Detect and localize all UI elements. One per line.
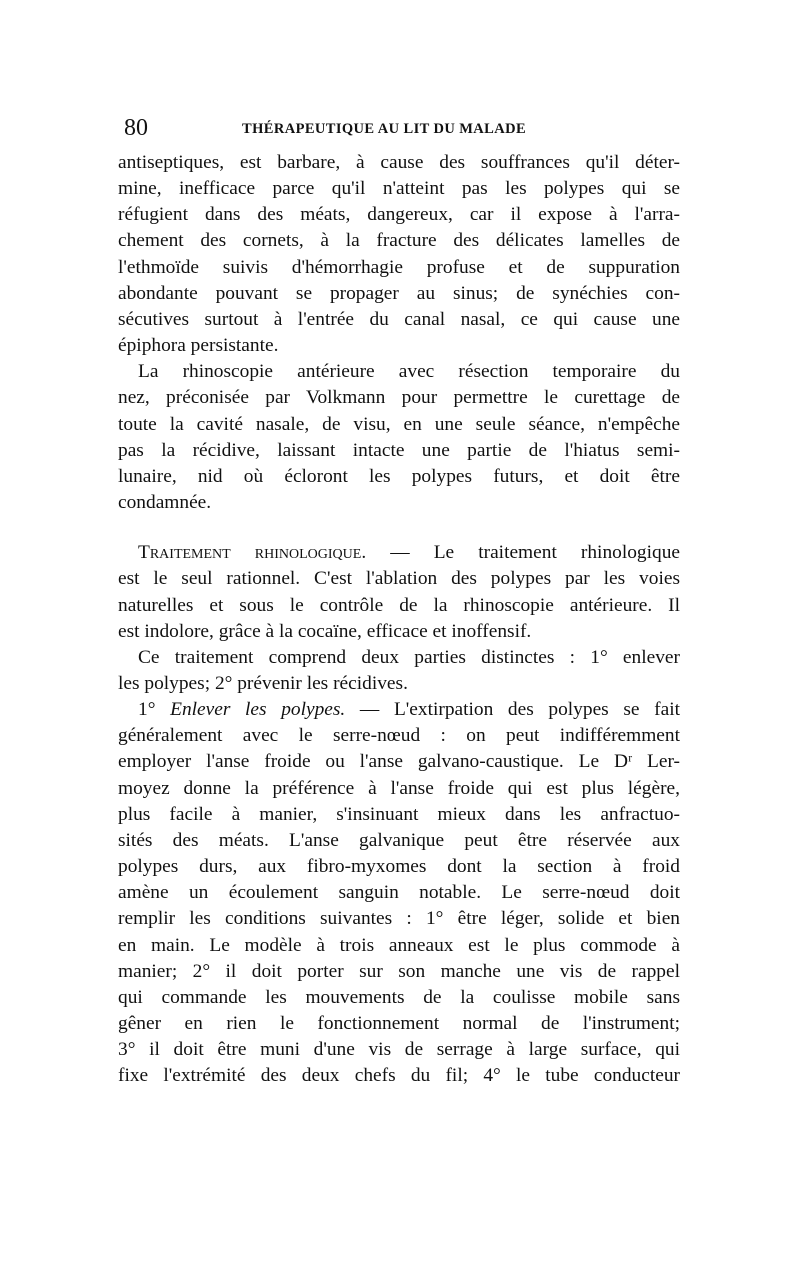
text-line: sités des méats. L'anse galvanique peut être réservée aux — [118, 829, 680, 851]
text-line: remplir les conditions suivantes : 1° être léger, solide et bien — [118, 908, 680, 930]
text-line: polypes durs, aux fibro-myxomes dont la section à froid — [118, 856, 680, 878]
body-text — [118, 150, 680, 1089]
text-line — [118, 697, 680, 723]
text-line: fixe l'extrémité des deux chefs du fil; 4° le tube conducteur — [118, 1065, 680, 1087]
text-line: généralement avec le serre-nœud : on peut indifféremment — [118, 725, 680, 747]
text-span: — Le traitement rhinologique — [366, 542, 680, 564]
text-line: sécutives surtout à l'entrée du canal nasal, ce qui cause une — [118, 308, 680, 330]
text-line: épiphora persistante. — [118, 335, 279, 357]
text-line: gêner en rien le fonctionnement normal de l'instrument; — [118, 1013, 680, 1034]
text-line: toute la cavité nasale, de visu, en une seule séance, n'empêche — [118, 413, 680, 435]
text-line: employer l'anse froide ou l'anse galvano-caustique. Le Dʳ Ler- — [118, 751, 680, 773]
text-line: antiseptiques, est barbare, à cause des souffrances qu'il déter- — [118, 152, 680, 173]
text-line: chement des cornets, à la fracture des délicates lamelles de — [118, 230, 680, 252]
text-line: réfugient dans des méats, dangereux, car il expose à l'arra- — [118, 204, 680, 226]
text-line: condamnée. — [118, 492, 212, 514]
text-line: les polypes; 2° prévenir les récidives. — [118, 672, 408, 694]
text-line: Ce traitement comprend deux parties distinctes : 1° enlever — [138, 646, 680, 668]
paragraph-3 — [118, 540, 680, 645]
paragraph-4 — [118, 645, 680, 697]
text-line: lunaire, nid où écloront les polypes futurs, et doit être — [118, 465, 680, 487]
page-header — [118, 112, 678, 144]
running-title: THÉRAPEUTIQUE AU LIT DU MALADE — [242, 121, 527, 137]
text-line: moyez donne la préférence à l'anse froide qui est plus légère, — [118, 777, 680, 799]
text-line: mine, inefficace parce qu'il n'atteint pas les polypes qui se — [118, 178, 680, 200]
text-line: pas la récidive, laissant intacte une partie de l'hiatus semi- — [118, 439, 680, 461]
text-line: l'ethmoïde suivis d'hémorrhagie profuse et de suppuration — [118, 256, 680, 278]
text-line: abondante pouvant se propager au sinus; de synéchies con- — [118, 282, 680, 304]
text-line: est le seul rationnel. C'est l'ablation des polypes par les voies — [118, 568, 680, 590]
text-line: amène un écoulement sanguin notable. Le serre-nœud doit — [118, 882, 680, 904]
text-line — [118, 540, 680, 566]
section-heading: Traitement rhinologique. — [138, 542, 367, 564]
text-line: plus facile à manier, s'insinuant mieux dans les anfractuo- — [118, 803, 680, 825]
text-line: nez, préconisée par Volkmann pour permettre le curettage de — [118, 387, 680, 409]
section-gap — [118, 516, 680, 540]
paragraph-2 — [118, 359, 680, 516]
text-line: La rhinoscopie antérieure avec résection temporaire du — [138, 361, 680, 383]
text-line: naturelles et sous le contrôle de la rhinoscopie antérieure. Il — [118, 594, 680, 616]
text-line: 3° il doit être muni d'une vis de serrage à large surface, qui — [118, 1039, 680, 1061]
subsection-heading: Enlever les polypes. — [170, 699, 346, 721]
page-number: 80 — [124, 115, 148, 141]
text-line: en main. Le modèle à trois anneaux est le plus commode à — [118, 934, 680, 956]
text-line: est indolore, grâce à la cocaïne, efficace et inoffensif. — [118, 620, 532, 642]
paragraph-1 — [118, 150, 680, 359]
paragraph-5 — [118, 697, 680, 1089]
text-span: — L'extirpation des polypes se fait — [345, 699, 680, 721]
text-line: qui commande les mouvements de la coulisse mobile sans — [118, 986, 680, 1008]
text-line: manier; 2° il doit porter sur son manche une vis de rappel — [118, 960, 680, 982]
text-span: 1° — [138, 699, 171, 721]
